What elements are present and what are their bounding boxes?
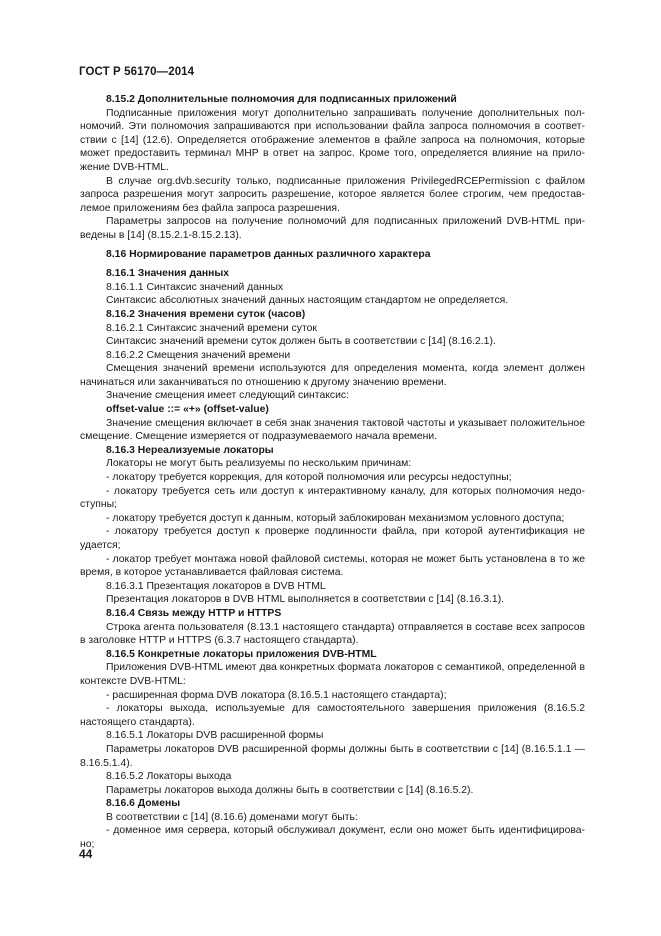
section-heading-8-16-6: 8.16.6 Домены [106, 798, 181, 810]
syntax-formula: offset-value ::= «+» (offset-value) [106, 404, 269, 416]
paragraph: Значение смещения включает в себя знак значения тактовой частоты и указывает положительное смещение. Смещение измеряется от подразумеваемого начала времени. [80, 417, 585, 443]
section-heading-8-16-1: 8.16.1 Значения данных [106, 268, 230, 280]
paragraph: Параметры локаторов выхода должны быть в соответствии с [14] (8.16.5.2). [106, 784, 474, 796]
paragraph: Приложения DVB-HTML имеют два конкретных формата локаторов с семантикой, определенной в контексте DVB-HTML: [80, 662, 585, 687]
section-heading-8-16-4: 8.16.4 Связь между HTTP и HTTPS [106, 607, 282, 619]
list-item: - локатору требуется доступ к данным, который заблокирован механизмом условного доступа; [106, 512, 565, 524]
paragraph: Синтаксис значений времени суток должен быть в соответствии с [14] (8.16.2.1). [106, 336, 496, 348]
list-item: - локатор требует монтажа новой файловой системы, которая не может быть установлена в то же время, в которое устанавливается файловая система. [80, 553, 585, 579]
paragraph: В соответствии с [14] (8.16.6) доменами могут быть: [106, 811, 358, 823]
paragraph: В случае org.dvb.security только, подписанные приложения PrivilegedRCEPermission с файлом запроса разрешения могут запросить разрешение, которое является более строгим, чем предоставлемое приложениям без файла запроса разрешения. [80, 175, 585, 214]
subsection-title: 8.16.1.1 Синтаксис значений данных [106, 281, 284, 293]
subsection-title: 8.16.2.1 Синтаксис значений времени суток [106, 322, 317, 334]
list-item: - расширенная форма DVB локатора (8.16.5.1 настоящего стандарта); [106, 689, 447, 701]
section-heading-8-15-2: 8.15.2 Дополнительные полномочия для подписанных приложений [106, 94, 457, 105]
page-number: 44 [79, 847, 93, 861]
section-heading-8-16-5: 8.16.5 Конкретные локаторы приложения DVB-HTML [106, 648, 377, 660]
paragraph: Локаторы не могут быть реализуемы по нескольким причинам: [106, 458, 412, 470]
paragraph: Параметры запросов на получение полномочий для подписанных приложений DVB-HTML приведены в [14] (8.15.2.1-8.15.2.13). [80, 216, 585, 241]
paragraph: Презентация локаторов в DVB HTML выполняется в соответствии с [14] (8.16.3.1). [106, 594, 505, 606]
subsection-title: 8.16.2.2 Смещения значений времени [106, 349, 291, 361]
paragraph: Подписанные приложения могут дополнительно запрашивать получение дополнительных полномочий. Эти полномочия запрашиваются при использовании файла запроса полномочия в соответствии с [14] (12.6). Определяется отображение элементов в файле запроса на полномочия, которые может предоставить терминал МНР в ответ на запрос. Кроме того, определяется влияние на приложение DVB-HTML. [80, 107, 585, 173]
list-item: - локатору требуется сеть или доступ к интерактивному каналу, для которых полномочия недоступны; [80, 485, 585, 511]
section-heading-8-16-2: 8.16.2 Значения времени суток (часов) [106, 308, 306, 320]
paragraph: Смещения значений времени используются для определения момента, когда элемент должен начинаться или заканчиваться по отношению к другому значению времени. [80, 363, 585, 388]
section-heading-8-16-3: 8.16.3 Нереализуемые локаторы [106, 444, 274, 456]
subsection-title: 8.16.5.2 Локаторы выхода [106, 771, 232, 783]
subsection-title: 8.16.5.1 Локаторы DVB расширенной формы [106, 730, 324, 742]
paragraph: Параметры локаторов DVB расширенной формы должны быть в соответствии с [14] (8.16.5.1.1 — 8.16.5.1.4). [80, 743, 585, 769]
paragraph: Значение смещения имеет следующий синтаксис: [106, 390, 349, 402]
paragraph: Строка агента пользователя (8.13.1 настоящего стандарта) отправляется в составе всех запросов в заголовке HTTP и HTTPS (6.3.7 настоящего стандарта). [80, 621, 585, 647]
list-item: - локаторы выхода, используемые для самостоятельного завершения приложения (8.16.5.2 настоящего стандарта). [80, 703, 585, 728]
list-item: - доменное имя сервера, который обслуживал документ, если оно может быть идентифицировано; [80, 825, 585, 851]
section-heading-8-16: 8.16 Нормирование параметров данных различного характера [106, 248, 431, 260]
document-header: ГОСТ Р 56170—2014 [79, 66, 195, 78]
paragraph: Синтаксис абсолютных значений данных настоящим стандартом не определяется. [106, 295, 509, 307]
list-item: - локатору требуется коррекция, для которой полномочия или ресурсы недоступны; [106, 472, 512, 484]
list-item: - локатору требуется доступ к проверке подлинности файла, при которой аутентификация не удается; [80, 526, 585, 551]
subsection-title: 8.16.3.1 Презентация локаторов в DVB HTML [106, 580, 326, 592]
document-body [80, 93, 585, 852]
